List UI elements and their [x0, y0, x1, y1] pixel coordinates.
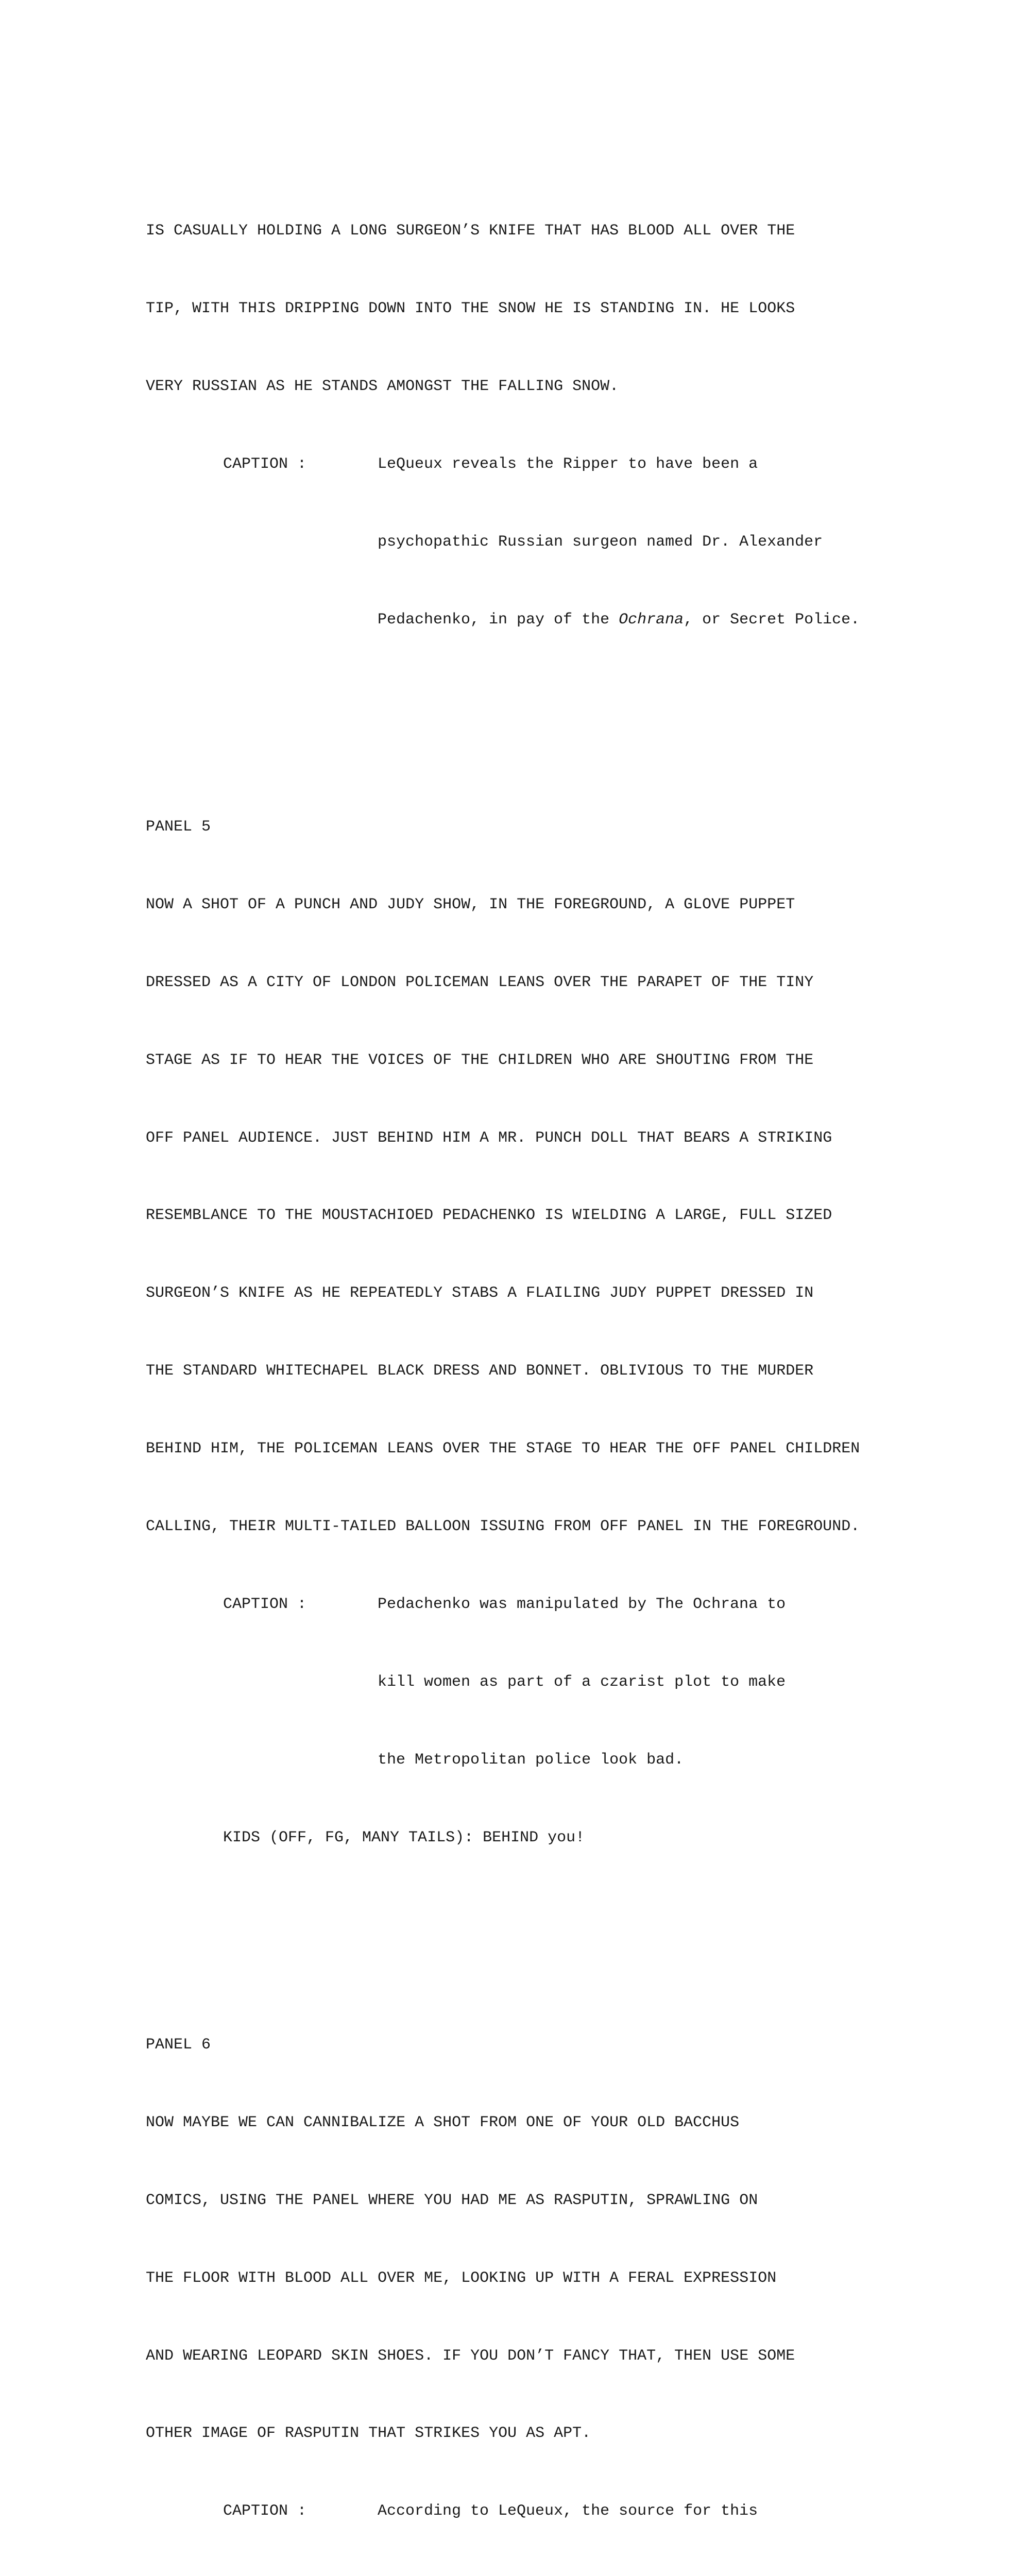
caption-block [146, 607, 893, 633]
caption-block [146, 529, 893, 555]
script-page [146, 114, 893, 2576]
intro-line: TIP, WITH THIS DRIPPING DOWN INTO THE SNOW HE IS STANDING IN. HE LOOKS [146, 300, 795, 318]
panel-heading: PANEL 5 [146, 818, 211, 836]
panel-description: RESEMBLANCE TO THE MOUSTACHIOED PEDACHENKO IS WIELDING A LARGE, FULL SIZED [146, 1207, 832, 1225]
caption-label: CAPTION : [223, 455, 307, 473]
caption-block [146, 1747, 893, 1773]
dialogue-line [146, 1825, 893, 1851]
panel-description: OFF PANEL AUDIENCE. JUST BEHIND HIM A MR. PUNCH DOLL THAT BEARS A STRIKING [146, 1129, 832, 1147]
caption-text: Pedachenko, in pay of the Ochrana, or Secret Police. [378, 611, 860, 629]
caption-label: CAPTION : [223, 1595, 307, 1613]
panel-description: SURGEON’S KNIFE AS HE REPEATEDLY STABS A FLAILING JUDY PUPPET DRESSED IN [146, 1284, 814, 1302]
panel-description: COMICS, USING THE PANEL WHERE YOU HAD ME AS RASPUTIN, SPRAWLING ON [146, 2191, 758, 2209]
caption-text: psychopathic Russian surgeon named Dr. Alexander [378, 533, 823, 551]
panel-description: BEHIND HIM, THE POLICEMAN LEANS OVER THE STAGE TO HEAR THE OFF PANEL CHILDREN [146, 1440, 860, 1458]
panel-description: NOW A SHOT OF A PUNCH AND JUDY SHOW, IN THE FOREGROUND, A GLOVE PUPPET [146, 895, 795, 913]
intro-line: IS CASUALLY HOLDING A LONG SURGEON’S KNIFE THAT HAS BLOOD ALL OVER THE [146, 222, 795, 240]
panel-description: THE FLOOR WITH BLOOD ALL OVER ME, LOOKING UP WITH A FERAL EXPRESSION [146, 2269, 777, 2287]
caption-text: the Metropolitan police look bad. [378, 1751, 684, 1769]
caption-text: According to LeQueux, the source for this [378, 2502, 758, 2520]
caption-block [146, 2498, 893, 2524]
panel-description: CALLING, THEIR MULTI-TAILED BALLOON ISSUING FROM OFF PANEL IN THE FOREGROUND. [146, 1518, 860, 1536]
panel-description: AND WEARING LEOPARD SKIN SHOES. IF YOU DON’T FANCY THAT, THEN USE SOME [146, 2347, 795, 2365]
kids-dialogue: KIDS (OFF, FG, MANY TAILS): BEHIND you! [223, 1828, 585, 1846]
caption-label: CAPTION : [223, 2502, 307, 2520]
intro-line: VERY RUSSIAN AS HE STANDS AMONGST THE FALLING SNOW. [146, 377, 619, 395]
caption-block [146, 1591, 893, 1617]
caption-emphasis: Ochrana [619, 611, 684, 629]
panel-description: STAGE AS IF TO HEAR THE VOICES OF THE CHILDREN WHO ARE SHOUTING FROM THE [146, 1051, 814, 1069]
panel-description: THE STANDARD WHITECHAPEL BLACK DRESS AND BONNET. OBLIVIOUS TO THE MURDER [146, 1362, 814, 1380]
panel-description: DRESSED AS A CITY OF LONDON POLICEMAN LEANS OVER THE PARAPET OF THE TINY [146, 973, 814, 991]
panel-description: OTHER IMAGE OF RASPUTIN THAT STRIKES YOU AS APT. [146, 2425, 591, 2443]
caption-block [146, 451, 893, 477]
caption-text: Pedachenko was manipulated by The Ochrana to [378, 1595, 786, 1613]
caption-block [146, 1669, 893, 1695]
caption-text: LeQueux reveals the Ripper to have been a [378, 455, 758, 473]
caption-text: kill women as part of a czarist plot to make [378, 1673, 786, 1691]
panel-description: NOW MAYBE WE CAN CANNIBALIZE A SHOT FROM ONE OF YOUR OLD BACCHUS [146, 2113, 740, 2131]
panel-heading: PANEL 6 [146, 2036, 211, 2054]
